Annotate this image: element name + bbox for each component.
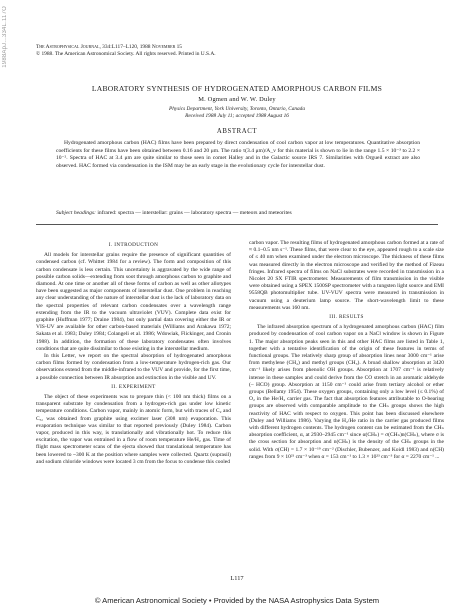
paper-title: LABORATORY SYNTHESIS OF HYDROGENATED AMORPHOUS CARBON FILMS — [91, 84, 383, 93]
section-heading-introduction: I. INTRODUCTION — [108, 242, 159, 248]
abstract-text: Hydrogenated amorphous carbon (HAC) films have been prepared by direct condensation of cool carbon vapor at low temperatures. Quantitative absorption coefficients for these films have been obtained between 0.16 and 20 μm. The ratio τ(3.4 μm)/A_v for this material is shown to lie in the range 1.5 × 10⁻³ to 2.2 × 10⁻². Spectra of HAC at 3.4 μm are quite similar to those seen in comet Halley and in the Galactic source IRS 7. Similarities with Orgueil extract are also observed. HAC formed via condensation in the ISM may be an early stage in the evolutionary cycle for interstellar dust. — [56, 140, 420, 169]
left-column — [36, 240, 231, 466]
affiliation-block — [0, 106, 474, 120]
experiment-paragraph-continued: carbon vapor. The resulting films of hydrogenated amorphous carbon formed at a rate of ≈ 0.1–0.5 nm s⁻¹. These films, that were clear to the eye, appeared rough to a scale size of ≤ 40 nm when examined under the electron microscope. The thickness of these films was measured directly in the electron microscope and verified by the method of Fizeau fringes. Infrared spectra of films on NaCl substrates were recorded in transmission in a Nicolet 20 SX FTIR spectrometer. Measurements of film transmission in the visible were obtained using a SPEX 1500SP spectrometer with a tungsten light source and EMI 9558QB photomultiplier tube. UV-VUV spectra were measured in transmission in vacuum using a deuterium lamp source. The short-wavelength limit to these measurements was 160 nm. — [249, 240, 444, 311]
abstract — [56, 140, 420, 170]
intro-paragraph-2: In this Letter, we report on the spectral absorption of hydrogenated amorphous carbon films formed by condensation from a low-temperature hydrogen-rich gas. Our observations extend from the middle-infrared to the VUV and provide, for the first time, a possible connection between IR absorption and extinction in the visible and UV. — [36, 353, 231, 381]
author-list: M. Ogmen and W. W. Duley — [198, 96, 276, 103]
section-divider — [36, 224, 438, 225]
abstract-heading: ABSTRACT — [216, 128, 258, 135]
subject-headings-label: Subject headings: — [56, 210, 96, 216]
received-dates: Received 1988 July 11; accepted 1988 August 16 — [185, 113, 289, 119]
experiment-paragraph-1: The object of these experiments was to prepare thin (< 100 nm thick) films on a transparent substrate by condensation from a hydrogen-rich gas under low kinetic temperature conditions. Carbon vapor, mainly in atomic form, but with traces of C₂ and C₃, was obtained from graphite using excimer laser (308 nm) evaporation. This evaporation technique was similar to that reported previously (Duley 1984). Carbon vapor, produced in this way, is translationally and vibrationally hot. To reduce this excitation, the vapor was entrained in a flow of room temperature He/H₂ gas. Time of flight mass spectrometer scans of the ejecta showed that translational temperature has been lowered to ~300 K at the position where samples were collected. Quartz (suprasil) and sodium chloride windows were located 3 cm from the focus to condense this cooled — [36, 394, 231, 465]
ads-footer: © American Astronomical Society • Provided by the NASA Astrophysics Data System — [94, 596, 380, 605]
journal-citation: The Astrophysical Journal, 334:L117–L120, 1988 November 15 — [36, 44, 183, 50]
results-paragraph-1: The infrared absorption spectrum of a hydrogenated amorphous carbon (HAC) film produced by condensation of cool carbon vapor on a NaCl window is shown in Figure 1. The major absorption peaks seen in this and other HAC films are listed in Table 1, together with a tentative identification of the origin of these features in terms of functional groups. The relatively sharp group of absorption lines near 3000 cm⁻¹ arise from methylene (CH₂) and methyl groups (CH₃). A broad shallow absorption at 3420 cm⁻¹ likely arises from phenolic OH groups. Absorption at 1707 cm⁻¹ is relatively intense in these samples and could derive from the CO stretch in an aromatic aldehyde (– HCO) group. Absorption at 1150 cm⁻¹ could arise from tertiary alcohol or ether groups (Bellamy 1954). These oxygen groups, containing only a low level (≤ 0.1%) of O₂ in the He/H₂ carrier gas. The fact that absorption features attributable to O-bearing groups are observed with comparable amplitude to the CHₙ groups shows the high reactivity of HAC with respect to oxygen. This point has been discussed elsewhere (Duley and Williams 1986). Varying the H₂/He ratio in the carrier gas produced films with different hydrogen contents. The hydrogen content can be estimated from the CHₙ absorption coefficient, α, at 2930–2945 cm⁻¹ since α(CHₙ) = σ(CHₙ)n(CHₙ), where σ is the cross section for absorption and n(CHₙ) is the density of the CHₙ groups in the solid. With σ(CH) = 1.7 × 10⁻¹⁹ cm⁻² (Dischler, Bubenzer, and Koidl 1983) and n(CH) ranges from 9 × 10²¹ cm⁻³ when α = 153 cm⁻¹ to 1.3 × 10²³ cm⁻³ for α = 2270 cm⁻¹ ... — [249, 324, 444, 460]
journal-header — [36, 44, 216, 58]
subject-headings — [56, 210, 420, 218]
subject-headings-terms: infrared: spectra — interstellar: grains — laboratory spectra — meteors and meteorites — [97, 210, 292, 216]
copyright-line: © 1988. The American Astronomical Society. All rights reserved. Printed in U.S.A. — [36, 51, 216, 57]
intro-paragraph-1: All models for interstellar grains require the presence of significant quantities of condensed carbon (cf. Whittet 1984 for a review). The form and composition of this carbon condensate is less certain. This uncertainty is aggravated by the wide range of possible carbon solids—extending from soot through amorphous carbon to graphite and diamond. At one time or another all of these forms of carbon as well as other allotypes have been suggested as major components of interstellar dust. One problem in reaching any clear understanding of the nature of interstellar dust is the lack of laboratory data on the spectral properties of relevant carbon condensates over a wavelength range extending from the IR to the vacuum ultraviolet (VUV). Complete data exist for graphite (Huffman 1977; Draine 1984), but only partial data covering either the IR or VIS-UV are available for other carbon-based materials (Williams and Arakawa 1972; Sakata et al. 1983; Duley 1984; Colangeli et al. 1986; Wdowiak, Flickinger, and Cronin 1988). In addition, the formation of these laboratory condensates often involves conditions that are quite dissimilar to those existing in the interstellar medium. — [36, 252, 231, 352]
section-heading-results: III. RESULTS — [329, 314, 364, 321]
ads-bibcode-stamp: 1988ApJ...334L.117O — [2, 6, 8, 68]
affiliation: Physics Department, York University, Toronto, Ontario, Canada — [169, 106, 305, 112]
page-number: L117 — [230, 575, 244, 582]
section-heading-experiment: II. EXPERIMENT — [111, 383, 156, 390]
right-column — [249, 240, 444, 461]
